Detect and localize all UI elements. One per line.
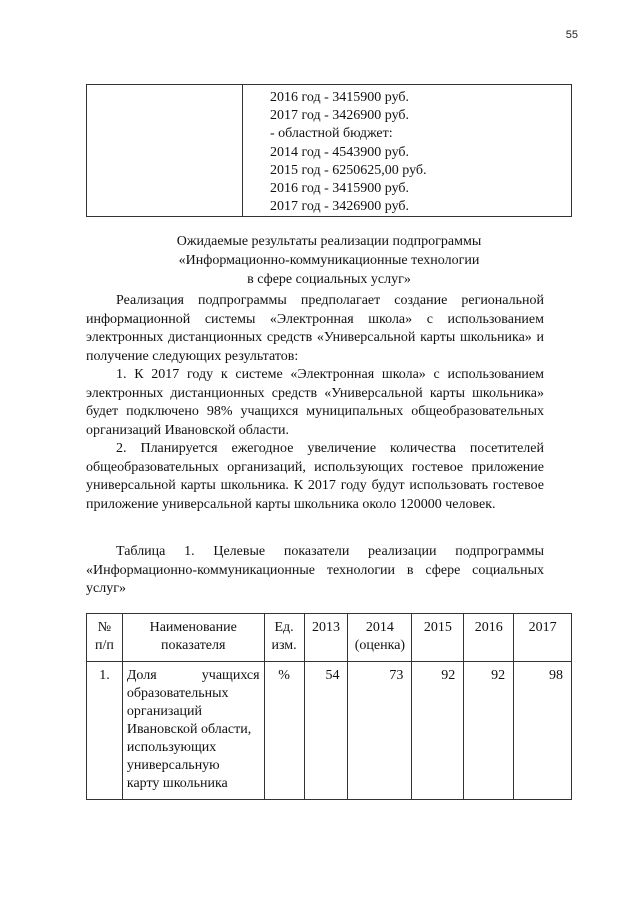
funding-table	[86, 84, 572, 217]
header-name: Наименование показателя	[122, 614, 264, 662]
funding-table-empty-cell	[87, 85, 243, 217]
section-heading	[86, 232, 572, 289]
header-num: № п/п	[87, 614, 123, 662]
header-unit: Ед. изм.	[264, 614, 304, 662]
funding-line: - областной бюджет:	[270, 126, 393, 142]
cell-name-line: организаций	[126, 704, 203, 719]
table-caption: Таблица 1. Целевые показатели реализации подпрограммы «Информационно-коммуникационные технологии в сфере социальных услуг»	[86, 544, 544, 597]
header-2016: 2016	[464, 614, 514, 662]
paragraph-result-1: 1. К 2017 году к системе «Электронная школа» с использованием электронных дистанционных средств «Универсальной карты школьника» будет подключено 98% учащихся муниципальных общеобразовательных организаций Ивановской области.	[86, 367, 544, 438]
heading-line: Ожидаемые результаты реализации подпрограммы	[176, 234, 482, 249]
indicators-table	[86, 613, 572, 800]
funding-line: 2016 год - 3415900 руб.	[270, 181, 410, 197]
cell-name-line: карту школьника	[126, 776, 228, 791]
funding-table-amounts-cell	[243, 85, 572, 217]
heading-line: «Информационно-коммуникационные технологии	[178, 253, 480, 268]
cell-2016: 92	[464, 662, 514, 800]
page-number: 55	[565, 29, 578, 41]
header-2014-year: 2014	[365, 620, 394, 635]
header-2015: 2015	[412, 614, 464, 662]
cell-name-line: универсальную	[126, 758, 220, 773]
table-header-row	[87, 614, 572, 662]
cell-unit: %	[264, 662, 304, 800]
cell-2013: 54	[304, 662, 348, 800]
table-row	[87, 662, 572, 800]
cell-name-line: Доля учащихся	[126, 668, 260, 683]
cell-name-line: образовательных	[126, 686, 229, 701]
funding-line: 2014 год - 4543900 руб.	[270, 144, 410, 160]
funding-line: 2017 год - 3426900 руб.	[270, 108, 410, 124]
funding-line: 2017 год - 3426900 руб.	[270, 199, 410, 215]
header-2014-note: (оценка)	[354, 638, 406, 653]
funding-line: 2016 год - 3415900 руб.	[270, 90, 410, 105]
header-2014	[348, 614, 412, 662]
cell-name	[122, 662, 264, 800]
funding-line: 2015 год - 6250625,00 руб.	[270, 162, 427, 178]
paragraph-intro: Реализация подпрограммы предполагает создание региональной информационной системы «Электронная школа» с использованием электронных дистанционных средств «Универсальной карты школьника» и получение следующих результатов:	[86, 293, 544, 364]
cell-name-line: использующих	[126, 740, 217, 755]
cell-2017: 98	[514, 662, 572, 800]
cell-2014: 73	[348, 662, 412, 800]
heading-line: в сфере социальных услуг»	[247, 272, 411, 287]
cell-2015: 92	[412, 662, 464, 800]
header-2013: 2013	[304, 614, 348, 662]
cell-num: 1.	[87, 662, 123, 800]
header-2017: 2017	[514, 614, 572, 662]
paragraph-result-2: 2. Планируется ежегодное увеличение количества посетителей общеобразовательных организаций, использующих гостевое приложение универсальной карты школьника. К 2017 году будут использовать гостевое приложение универсальной карты школьника около 120000 человек.	[86, 441, 544, 512]
cell-name-line: Ивановской области,	[126, 722, 252, 737]
